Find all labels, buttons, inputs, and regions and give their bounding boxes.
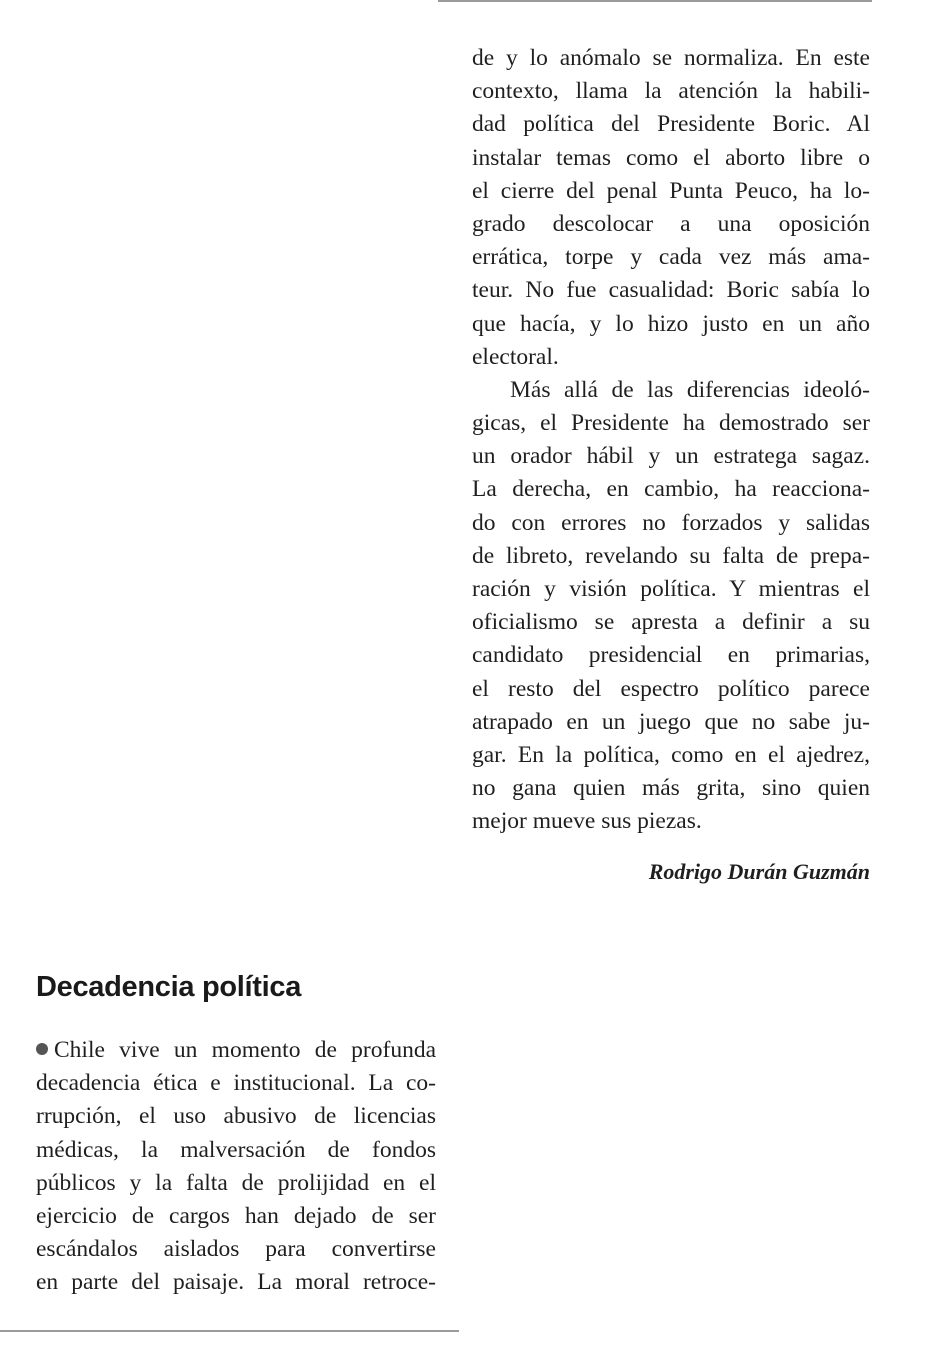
text-line: oficialismo se apresta a definir a su [472, 609, 870, 636]
letter-continuation-column [472, 42, 870, 887]
text-line: candidato presidencial en primarias, [472, 642, 870, 669]
author-signature: Rodrigo Durán Guzmán [648, 858, 870, 884]
text-line: el cierre del penal Punta Peuco, ha lo- [472, 177, 870, 204]
top-rule [438, 0, 872, 2]
text-line: no gana quien más grita, sino quien [472, 775, 870, 802]
text-line [36, 1034, 436, 1067]
text-line: de y lo anómalo se normaliza. En este [472, 45, 870, 71]
text-line: teur. No fue casualidad: Boric sabía lo [472, 277, 870, 304]
text-line: ración y visión política. Y mientras el [472, 576, 870, 602]
letter-paragraph-2 [472, 374, 870, 839]
letter-headline: Decadencia política [36, 971, 302, 1003]
text-line: rrupción, el uso abusivo de licencias [36, 1103, 436, 1130]
text-line: La derecha, en cambio, ha reacciona- [472, 476, 870, 503]
text-line: errática, torpe y cada vez más ama- [472, 244, 870, 271]
text-line: en parte del paisaje. La moral retroce- [36, 1269, 436, 1296]
text-line: Más allá de las diferencias ideoló- [510, 376, 870, 403]
letter-paragraph [36, 1034, 436, 1300]
text-line: contexto, llama la atención la habili- [472, 78, 870, 105]
text-line: electoral. [472, 343, 559, 370]
text-line: escándalos aislados para convertirse [36, 1236, 436, 1263]
text-line: ejercicio de cargos han dejado de ser [36, 1202, 436, 1229]
bullet-icon [36, 1043, 48, 1055]
text-line: gicas, el Presidente ha demostrado ser [472, 410, 870, 437]
text-line: que hacía, y lo hizo justo en un año [472, 310, 870, 337]
text-line: do con errores no forzados y salidas [472, 509, 870, 536]
text-line: decadencia ética e institucional. La co- [36, 1070, 436, 1097]
text-line: públicos y la falta de prolijidad en el [36, 1169, 436, 1196]
letter-column [36, 968, 436, 1300]
bottom-rule [0, 1330, 459, 1332]
text-line: gar. En la política, como en el ajedrez, [472, 741, 870, 768]
text-line: grado descolocar a una oposición [472, 210, 870, 237]
text-line: de libreto, revelando su falta de prepa- [472, 542, 870, 569]
text-line: mejor mueve sus piezas. [472, 808, 702, 835]
text-line: atrapado en un juego que no sabe ju- [472, 708, 870, 735]
text-line: instalar temas como el aborto libre o [472, 144, 870, 171]
text-line: dad política del Presidente Boric. Al [472, 111, 870, 138]
text-line: un orador hábil y un estratega sagaz. [472, 443, 870, 470]
text-line: el resto del espectro político parece [472, 675, 870, 702]
text-line-content: Chile vive un momento de profunda [54, 1037, 436, 1063]
letter-paragraph-1 [472, 42, 870, 374]
text-line: médicas, la malversación de fondos [36, 1136, 436, 1163]
